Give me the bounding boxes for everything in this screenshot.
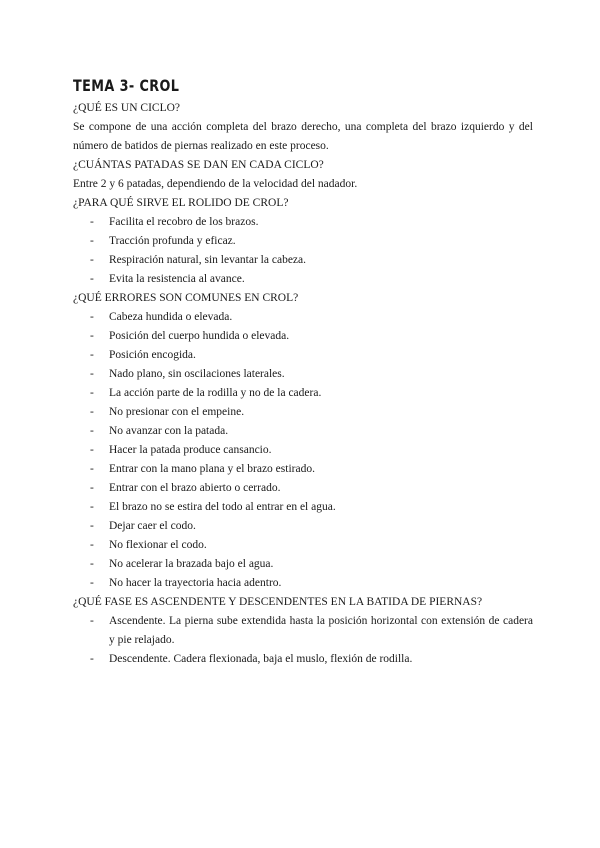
question-ciclo: ¿QUÉ ES UN CICLO? <box>73 102 180 114</box>
list-item: - Dejar caer el codo. <box>90 520 196 532</box>
list-fases <box>73 612 533 669</box>
list-item: - Tracción profunda y eficaz. <box>90 235 236 247</box>
list-item: - No presionar con el empeine. <box>90 406 245 418</box>
list-item: - Hacer la patada produce cansancio. <box>90 444 272 456</box>
document-page <box>73 76 533 669</box>
list-item: - Entrar con la mano plana y el brazo estirado. <box>90 463 315 475</box>
question-errores: ¿QUÉ ERRORES SON COMUNES EN CROL? <box>73 292 299 304</box>
list-item: - Facilita el recobro de los brazos. <box>90 216 259 228</box>
question-rolido: ¿PARA QUÉ SIRVE EL ROLIDO DE CROL? <box>73 197 289 209</box>
list-item: - Descendente. Cadera flexionada, baja el muslo, flexión de rodilla. <box>90 653 413 665</box>
answer-patadas: Entre 2 y 6 patadas, dependiendo de la velocidad del nadador. <box>73 178 358 190</box>
list-item: - Nado plano, sin oscilaciones laterales. <box>90 368 285 380</box>
list-errores <box>73 308 533 593</box>
list-item: - No hacer la trayectoria hacia adentro. <box>90 577 282 589</box>
list-item: - No flexionar el codo. <box>90 539 207 551</box>
answer-ciclo: Se compone de una acción completa del brazo derecho, una completa del brazo izquierdo y del número de batidos de piernas realizado en este proceso. <box>73 121 533 152</box>
list-item: - Cabeza hundida o elevada. <box>90 311 233 323</box>
list-item: - Respiración natural, sin levantar la cabeza. <box>90 254 307 266</box>
question-patadas: ¿CUÁNTAS PATADAS SE DAN EN CADA CICLO? <box>73 159 324 171</box>
list-item: - Evita la resistencia al avance. <box>90 273 245 285</box>
list-item: - El brazo no se estira del todo al entrar en el agua. <box>90 501 336 513</box>
list-rolido <box>73 213 533 289</box>
list-item: - Posición encogida. <box>90 349 196 361</box>
list-item: - No acelerar la brazada bajo el agua. <box>90 558 274 570</box>
list-item: - Ascendente. La pierna sube extendida hasta la posición horizontal con extensión de cadera y pie relajado. <box>90 615 533 646</box>
question-fases: ¿QUÉ FASE ES ASCENDENTE Y DESCENDENTES EN LA BATIDA DE PIERNAS? <box>73 596 483 608</box>
list-item: - La acción parte de la rodilla y no de la cadera. <box>90 387 322 399</box>
list-item: - Posición del cuerpo hundida o elevada. <box>90 330 290 342</box>
page-title: TEMA 3- CROL <box>73 76 180 95</box>
list-item: - Entrar con el brazo abierto o cerrado. <box>90 482 281 494</box>
list-item: - No avanzar con la patada. <box>90 425 229 437</box>
